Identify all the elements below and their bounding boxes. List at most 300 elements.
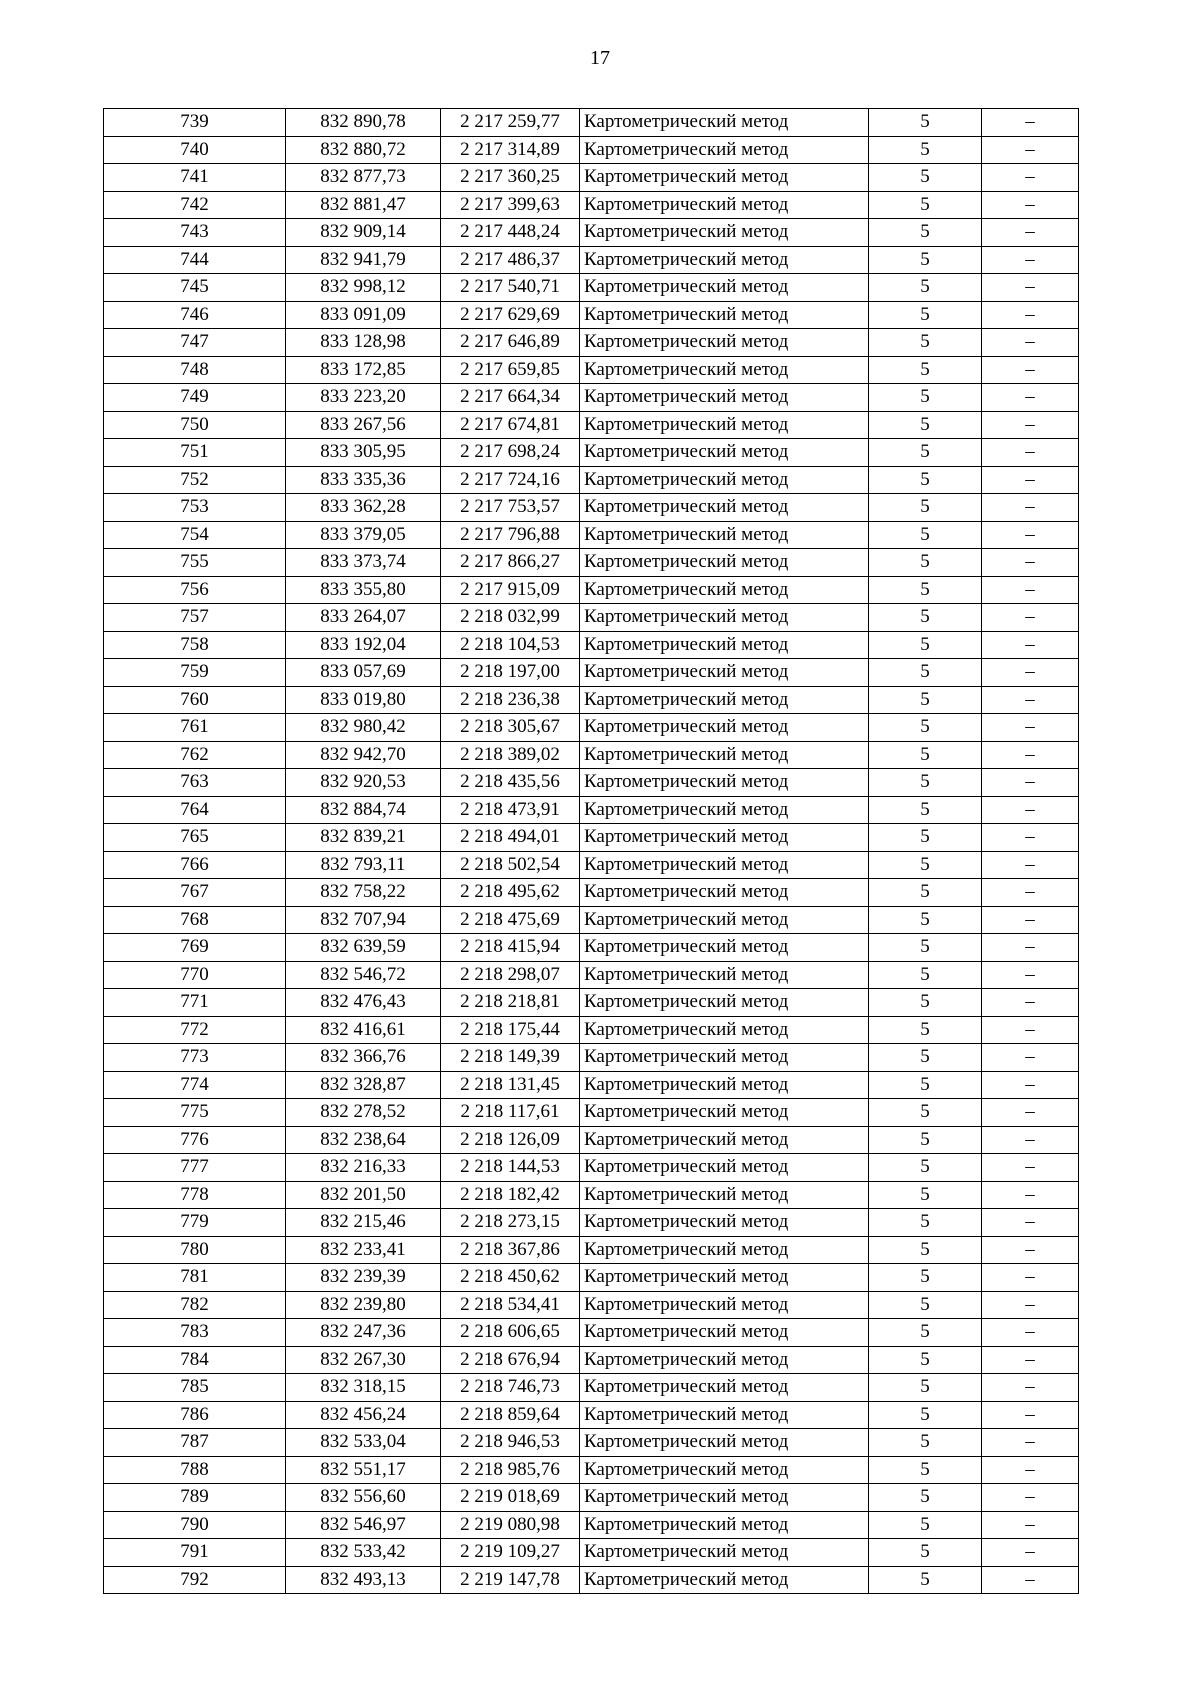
method-cell: Картометрический метод <box>580 1099 869 1127</box>
method-cell: Картометрический метод <box>580 1181 869 1209</box>
y-coordinate-cell: 2 217 314,89 <box>441 136 580 164</box>
x-coordinate-cell: 832 639,59 <box>286 934 441 962</box>
x-coordinate-cell: 832 239,80 <box>286 1291 441 1319</box>
x-coordinate-cell: 833 019,80 <box>286 686 441 714</box>
method-cell: Картометрический метод <box>580 1566 869 1594</box>
accuracy-cell: 5 <box>869 1429 982 1457</box>
accuracy-cell: 5 <box>869 1401 982 1429</box>
x-coordinate-cell: 832 839,21 <box>286 824 441 852</box>
x-coordinate-cell: 832 920,53 <box>286 769 441 797</box>
table-row <box>104 1511 1079 1539</box>
dash-cell: – <box>982 274 1079 302</box>
method-cell: Картометрический метод <box>580 961 869 989</box>
point-number-cell: 774 <box>104 1071 286 1099</box>
point-number-cell: 783 <box>104 1319 286 1347</box>
accuracy-cell: 5 <box>869 1099 982 1127</box>
method-cell: Картометрический метод <box>580 686 869 714</box>
method-cell: Картометрический метод <box>580 714 869 742</box>
x-coordinate-cell: 833 264,07 <box>286 604 441 632</box>
dash-cell: – <box>982 191 1079 219</box>
point-number-cell: 758 <box>104 631 286 659</box>
accuracy-cell: 5 <box>869 934 982 962</box>
dash-cell: – <box>982 769 1079 797</box>
accuracy-cell: 5 <box>869 1456 982 1484</box>
point-number-cell: 749 <box>104 384 286 412</box>
dash-cell: – <box>982 219 1079 247</box>
x-coordinate-cell: 832 416,61 <box>286 1016 441 1044</box>
y-coordinate-cell: 2 217 629,69 <box>441 301 580 329</box>
accuracy-cell: 5 <box>869 439 982 467</box>
method-cell: Картометрический метод <box>580 1126 869 1154</box>
point-number-cell: 775 <box>104 1099 286 1127</box>
table-row <box>104 576 1079 604</box>
dash-cell: – <box>982 879 1079 907</box>
table-row <box>104 1016 1079 1044</box>
y-coordinate-cell: 2 218 117,61 <box>441 1099 580 1127</box>
accuracy-cell: 5 <box>869 1374 982 1402</box>
table-row <box>104 1429 1079 1457</box>
method-cell: Картометрический метод <box>580 384 869 412</box>
x-coordinate-cell: 832 366,76 <box>286 1044 441 1072</box>
point-number-cell: 779 <box>104 1209 286 1237</box>
dash-cell: – <box>982 109 1079 137</box>
accuracy-cell: 5 <box>869 521 982 549</box>
x-coordinate-cell: 832 551,17 <box>286 1456 441 1484</box>
point-number-cell: 759 <box>104 659 286 687</box>
accuracy-cell: 5 <box>869 411 982 439</box>
x-coordinate-cell: 832 201,50 <box>286 1181 441 1209</box>
accuracy-cell: 5 <box>869 356 982 384</box>
accuracy-cell: 5 <box>869 1484 982 1512</box>
point-number-cell: 768 <box>104 906 286 934</box>
method-cell: Картометрический метод <box>580 934 869 962</box>
dash-cell: – <box>982 1126 1079 1154</box>
method-cell: Картометрический метод <box>580 1539 869 1567</box>
table-row <box>104 1071 1079 1099</box>
point-number-cell: 757 <box>104 604 286 632</box>
dash-cell: – <box>982 824 1079 852</box>
accuracy-cell: 5 <box>869 1209 982 1237</box>
point-number-cell: 763 <box>104 769 286 797</box>
table-row <box>104 1209 1079 1237</box>
point-number-cell: 777 <box>104 1154 286 1182</box>
y-coordinate-cell: 2 219 080,98 <box>441 1511 580 1539</box>
table-row <box>104 301 1079 329</box>
point-number-cell: 744 <box>104 246 286 274</box>
table-row <box>104 1154 1079 1182</box>
x-coordinate-cell: 832 456,24 <box>286 1401 441 1429</box>
dash-cell: – <box>982 1099 1079 1127</box>
point-number-cell: 772 <box>104 1016 286 1044</box>
accuracy-cell: 5 <box>869 741 982 769</box>
accuracy-cell: 5 <box>869 1044 982 1072</box>
point-number-cell: 762 <box>104 741 286 769</box>
y-coordinate-cell: 2 218 946,53 <box>441 1429 580 1457</box>
x-coordinate-cell: 833 335,36 <box>286 466 441 494</box>
point-number-cell: 764 <box>104 796 286 824</box>
table-row <box>104 1044 1079 1072</box>
accuracy-cell: 5 <box>869 219 982 247</box>
point-number-cell: 742 <box>104 191 286 219</box>
dash-cell: – <box>982 301 1079 329</box>
dash-cell: – <box>982 1154 1079 1182</box>
method-cell: Картометрический метод <box>580 494 869 522</box>
method-cell: Картометрический метод <box>580 191 869 219</box>
x-coordinate-cell: 833 362,28 <box>286 494 441 522</box>
dash-cell: – <box>982 1401 1079 1429</box>
point-number-cell: 765 <box>104 824 286 852</box>
y-coordinate-cell: 2 218 032,99 <box>441 604 580 632</box>
point-number-cell: 766 <box>104 851 286 879</box>
accuracy-cell: 5 <box>869 301 982 329</box>
method-cell: Картометрический метод <box>580 1209 869 1237</box>
table-row <box>104 686 1079 714</box>
dash-cell: – <box>982 521 1079 549</box>
y-coordinate-cell: 2 218 450,62 <box>441 1264 580 1292</box>
point-number-cell: 787 <box>104 1429 286 1457</box>
accuracy-cell: 5 <box>869 1126 982 1154</box>
accuracy-cell: 5 <box>869 769 982 797</box>
point-number-cell: 788 <box>104 1456 286 1484</box>
table-row <box>104 219 1079 247</box>
table-row <box>104 1346 1079 1374</box>
dash-cell: – <box>982 961 1079 989</box>
method-cell: Картометрический метод <box>580 549 869 577</box>
dash-cell: – <box>982 934 1079 962</box>
y-coordinate-cell: 2 218 104,53 <box>441 631 580 659</box>
table-row <box>104 1401 1079 1429</box>
method-cell: Картометрический метод <box>580 356 869 384</box>
accuracy-cell: 5 <box>869 961 982 989</box>
y-coordinate-cell: 2 218 502,54 <box>441 851 580 879</box>
table-row <box>104 824 1079 852</box>
x-coordinate-cell: 832 556,60 <box>286 1484 441 1512</box>
table-row <box>104 934 1079 962</box>
y-coordinate-cell: 2 217 753,57 <box>441 494 580 522</box>
table-row <box>104 769 1079 797</box>
method-cell: Картометрический метод <box>580 989 869 1017</box>
x-coordinate-cell: 832 909,14 <box>286 219 441 247</box>
accuracy-cell: 5 <box>869 1539 982 1567</box>
table-row <box>104 1126 1079 1154</box>
table-row <box>104 494 1079 522</box>
x-coordinate-cell: 832 233,41 <box>286 1236 441 1264</box>
method-cell: Картометрический метод <box>580 466 869 494</box>
dash-cell: – <box>982 686 1079 714</box>
y-coordinate-cell: 2 218 495,62 <box>441 879 580 907</box>
accuracy-cell: 5 <box>869 659 982 687</box>
y-coordinate-cell: 2 218 415,94 <box>441 934 580 962</box>
accuracy-cell: 5 <box>869 274 982 302</box>
y-coordinate-cell: 2 218 534,41 <box>441 1291 580 1319</box>
y-coordinate-cell: 2 217 486,37 <box>441 246 580 274</box>
method-cell: Картометрический метод <box>580 1016 869 1044</box>
table-row <box>104 274 1079 302</box>
method-cell: Картометрический метод <box>580 1236 869 1264</box>
y-coordinate-cell: 2 218 218,81 <box>441 989 580 1017</box>
method-cell: Картометрический метод <box>580 1511 869 1539</box>
table-row <box>104 329 1079 357</box>
method-cell: Картометрический метод <box>580 769 869 797</box>
accuracy-cell: 5 <box>869 604 982 632</box>
dash-cell: – <box>982 246 1079 274</box>
y-coordinate-cell: 2 218 273,15 <box>441 1209 580 1237</box>
method-cell: Картометрический метод <box>580 301 869 329</box>
y-coordinate-cell: 2 217 360,25 <box>441 164 580 192</box>
accuracy-cell: 5 <box>869 109 982 137</box>
y-coordinate-cell: 2 218 236,38 <box>441 686 580 714</box>
dash-cell: – <box>982 1181 1079 1209</box>
point-number-cell: 782 <box>104 1291 286 1319</box>
method-cell: Картометрический метод <box>580 109 869 137</box>
accuracy-cell: 5 <box>869 329 982 357</box>
dash-cell: – <box>982 384 1079 412</box>
method-cell: Картометрический метод <box>580 1401 869 1429</box>
y-coordinate-cell: 2 219 018,69 <box>441 1484 580 1512</box>
x-coordinate-cell: 832 707,94 <box>286 906 441 934</box>
y-coordinate-cell: 2 219 109,27 <box>441 1539 580 1567</box>
accuracy-cell: 5 <box>869 384 982 412</box>
point-number-cell: 791 <box>104 1539 286 1567</box>
method-cell: Картометрический метод <box>580 824 869 852</box>
point-number-cell: 780 <box>104 1236 286 1264</box>
y-coordinate-cell: 2 218 298,07 <box>441 961 580 989</box>
table-row <box>104 714 1079 742</box>
table-row <box>104 604 1079 632</box>
y-coordinate-cell: 2 217 664,34 <box>441 384 580 412</box>
point-number-cell: 770 <box>104 961 286 989</box>
dash-cell: – <box>982 796 1079 824</box>
accuracy-cell: 5 <box>869 631 982 659</box>
accuracy-cell: 5 <box>869 1181 982 1209</box>
accuracy-cell: 5 <box>869 191 982 219</box>
point-number-cell: 790 <box>104 1511 286 1539</box>
y-coordinate-cell: 2 218 676,94 <box>441 1346 580 1374</box>
dash-cell: – <box>982 1511 1079 1539</box>
point-number-cell: 743 <box>104 219 286 247</box>
y-coordinate-cell: 2 218 144,53 <box>441 1154 580 1182</box>
method-cell: Картометрический метод <box>580 1044 869 1072</box>
accuracy-cell: 5 <box>869 1566 982 1594</box>
x-coordinate-cell: 832 239,39 <box>286 1264 441 1292</box>
y-coordinate-cell: 2 217 915,09 <box>441 576 580 604</box>
y-coordinate-cell: 2 218 985,76 <box>441 1456 580 1484</box>
x-coordinate-cell: 832 758,22 <box>286 879 441 907</box>
x-coordinate-cell: 832 980,42 <box>286 714 441 742</box>
method-cell: Картометрический метод <box>580 274 869 302</box>
accuracy-cell: 5 <box>869 1264 982 1292</box>
x-coordinate-cell: 833 057,69 <box>286 659 441 687</box>
x-coordinate-cell: 833 355,80 <box>286 576 441 604</box>
accuracy-cell: 5 <box>869 246 982 274</box>
table-row <box>104 466 1079 494</box>
point-number-cell: 792 <box>104 1566 286 1594</box>
accuracy-cell: 5 <box>869 824 982 852</box>
method-cell: Картометрический метод <box>580 796 869 824</box>
dash-cell: – <box>982 714 1079 742</box>
point-number-cell: 750 <box>104 411 286 439</box>
y-coordinate-cell: 2 218 197,00 <box>441 659 580 687</box>
x-coordinate-cell: 832 493,13 <box>286 1566 441 1594</box>
y-coordinate-cell: 2 218 131,45 <box>441 1071 580 1099</box>
table-row <box>104 384 1079 412</box>
accuracy-cell: 5 <box>869 714 982 742</box>
method-cell: Картометрический метод <box>580 1346 869 1374</box>
y-coordinate-cell: 2 217 540,71 <box>441 274 580 302</box>
table-row <box>104 1484 1079 1512</box>
y-coordinate-cell: 2 218 389,02 <box>441 741 580 769</box>
dash-cell: – <box>982 1209 1079 1237</box>
dash-cell: – <box>982 1539 1079 1567</box>
table-row <box>104 191 1079 219</box>
table-row <box>104 989 1079 1017</box>
table-row <box>104 1264 1079 1292</box>
x-coordinate-cell: 832 793,11 <box>286 851 441 879</box>
x-coordinate-cell: 832 278,52 <box>286 1099 441 1127</box>
method-cell: Картометрический метод <box>580 1154 869 1182</box>
method-cell: Картометрический метод <box>580 851 869 879</box>
dash-cell: – <box>982 439 1079 467</box>
accuracy-cell: 5 <box>869 466 982 494</box>
dash-cell: – <box>982 494 1079 522</box>
accuracy-cell: 5 <box>869 1319 982 1347</box>
method-cell: Картометрический метод <box>580 246 869 274</box>
x-coordinate-cell: 832 546,97 <box>286 1511 441 1539</box>
dash-cell: – <box>982 411 1079 439</box>
dash-cell: – <box>982 989 1079 1017</box>
method-cell: Картометрический метод <box>580 411 869 439</box>
point-number-cell: 756 <box>104 576 286 604</box>
x-coordinate-cell: 833 305,95 <box>286 439 441 467</box>
x-coordinate-cell: 833 379,05 <box>286 521 441 549</box>
method-cell: Картометрический метод <box>580 439 869 467</box>
table-row <box>104 109 1079 137</box>
y-coordinate-cell: 2 218 475,69 <box>441 906 580 934</box>
method-cell: Картометрический метод <box>580 1484 869 1512</box>
method-cell: Картометрический метод <box>580 1429 869 1457</box>
point-number-cell: 773 <box>104 1044 286 1072</box>
x-coordinate-cell: 832 884,74 <box>286 796 441 824</box>
dash-cell: – <box>982 329 1079 357</box>
table-row <box>104 631 1079 659</box>
dash-cell: – <box>982 1484 1079 1512</box>
method-cell: Картометрический метод <box>580 521 869 549</box>
table-row <box>104 879 1079 907</box>
x-coordinate-cell: 832 890,78 <box>286 109 441 137</box>
x-coordinate-cell: 832 215,46 <box>286 1209 441 1237</box>
x-coordinate-cell: 832 238,64 <box>286 1126 441 1154</box>
y-coordinate-cell: 2 217 796,88 <box>441 521 580 549</box>
accuracy-cell: 5 <box>869 1154 982 1182</box>
x-coordinate-cell: 833 223,20 <box>286 384 441 412</box>
method-cell: Картометрический метод <box>580 1456 869 1484</box>
table-row <box>104 1291 1079 1319</box>
dash-cell: – <box>982 164 1079 192</box>
dash-cell: – <box>982 576 1079 604</box>
method-cell: Картометрический метод <box>580 576 869 604</box>
accuracy-cell: 5 <box>869 906 982 934</box>
point-number-cell: 746 <box>104 301 286 329</box>
point-number-cell: 740 <box>104 136 286 164</box>
table-row <box>104 1456 1079 1484</box>
table-row <box>104 136 1079 164</box>
y-coordinate-cell: 2 218 126,09 <box>441 1126 580 1154</box>
point-number-cell: 781 <box>104 1264 286 1292</box>
table-row <box>104 659 1079 687</box>
point-number-cell: 785 <box>104 1374 286 1402</box>
table-row <box>104 164 1079 192</box>
point-number-cell: 741 <box>104 164 286 192</box>
y-coordinate-cell: 2 218 305,67 <box>441 714 580 742</box>
dash-cell: – <box>982 1071 1079 1099</box>
coordinates-table-body <box>104 109 1079 1594</box>
x-coordinate-cell: 832 877,73 <box>286 164 441 192</box>
x-coordinate-cell: 833 192,04 <box>286 631 441 659</box>
x-coordinate-cell: 833 172,85 <box>286 356 441 384</box>
table-row <box>104 356 1079 384</box>
dash-cell: – <box>982 906 1079 934</box>
method-cell: Картометрический метод <box>580 604 869 632</box>
table-row <box>104 1319 1079 1347</box>
table-row <box>104 411 1079 439</box>
table-row <box>104 549 1079 577</box>
accuracy-cell: 5 <box>869 576 982 604</box>
y-coordinate-cell: 2 218 606,65 <box>441 1319 580 1347</box>
table-row <box>104 1374 1079 1402</box>
point-number-cell: 752 <box>104 466 286 494</box>
accuracy-cell: 5 <box>869 494 982 522</box>
accuracy-cell: 5 <box>869 164 982 192</box>
dash-cell: – <box>982 136 1079 164</box>
point-number-cell: 784 <box>104 1346 286 1374</box>
point-number-cell: 754 <box>104 521 286 549</box>
method-cell: Картометрический метод <box>580 136 869 164</box>
point-number-cell: 753 <box>104 494 286 522</box>
accuracy-cell: 5 <box>869 549 982 577</box>
dash-cell: – <box>982 356 1079 384</box>
x-coordinate-cell: 832 267,30 <box>286 1346 441 1374</box>
x-coordinate-cell: 833 128,98 <box>286 329 441 357</box>
point-number-cell: 786 <box>104 1401 286 1429</box>
table-row <box>104 906 1079 934</box>
point-number-cell: 767 <box>104 879 286 907</box>
y-coordinate-cell: 2 217 866,27 <box>441 549 580 577</box>
table-row <box>104 1099 1079 1127</box>
dash-cell: – <box>982 1016 1079 1044</box>
y-coordinate-cell: 2 217 259,77 <box>441 109 580 137</box>
table-row <box>104 1236 1079 1264</box>
x-coordinate-cell: 832 533,42 <box>286 1539 441 1567</box>
point-number-cell: 739 <box>104 109 286 137</box>
x-coordinate-cell: 832 881,47 <box>286 191 441 219</box>
table-row <box>104 796 1079 824</box>
method-cell: Картометрический метод <box>580 1374 869 1402</box>
accuracy-cell: 5 <box>869 1346 982 1374</box>
point-number-cell: 778 <box>104 1181 286 1209</box>
y-coordinate-cell: 2 217 659,85 <box>441 356 580 384</box>
dash-cell: – <box>982 1456 1079 1484</box>
dash-cell: – <box>982 1429 1079 1457</box>
method-cell: Картометрический метод <box>580 1264 869 1292</box>
coordinates-table <box>103 108 1079 1594</box>
x-coordinate-cell: 832 941,79 <box>286 246 441 274</box>
x-coordinate-cell: 832 942,70 <box>286 741 441 769</box>
accuracy-cell: 5 <box>869 1511 982 1539</box>
point-number-cell: 755 <box>104 549 286 577</box>
dash-cell: – <box>982 1374 1079 1402</box>
x-coordinate-cell: 833 373,74 <box>286 549 441 577</box>
accuracy-cell: 5 <box>869 1291 982 1319</box>
